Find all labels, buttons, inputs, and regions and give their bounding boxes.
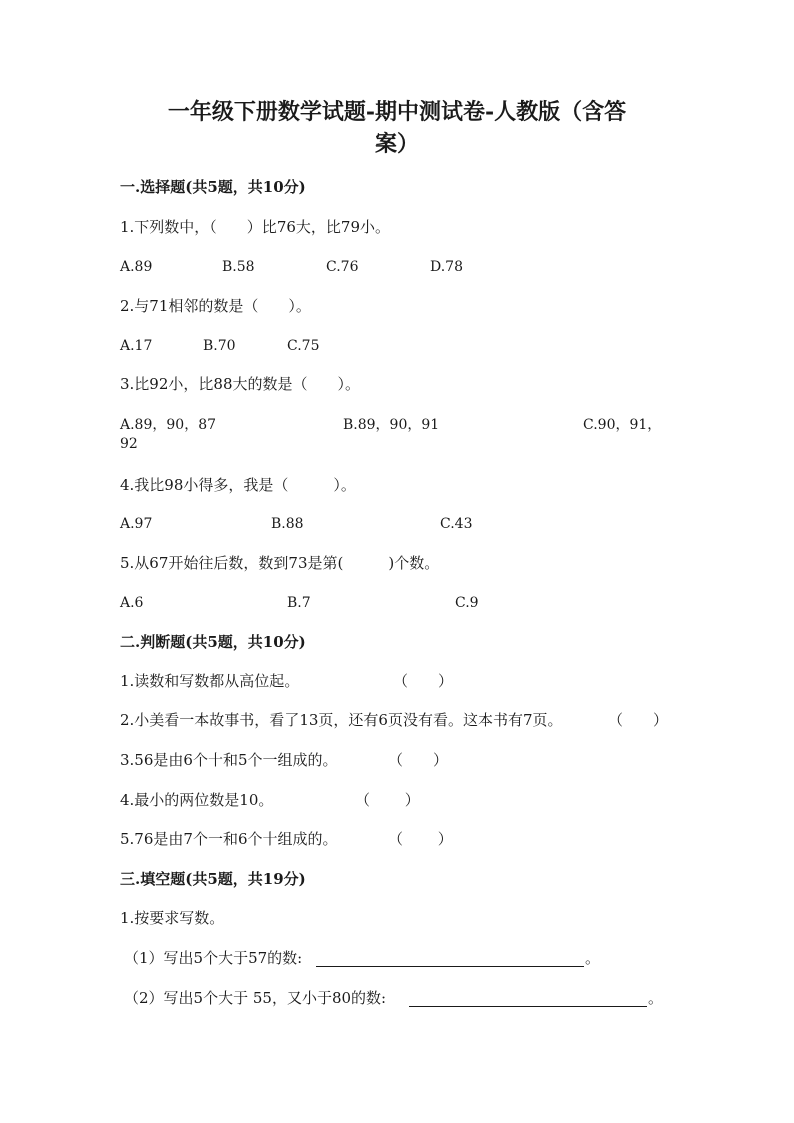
q4-option-a: A.97 [120,516,153,532]
q4-option-b: B.88 [271,516,304,532]
q3-option-b: B.89，90，91 [343,417,440,433]
q5-option-b: B.7 [287,595,311,611]
judge-3-paren: （ ） [388,751,449,769]
section-heading-fill: 三.填空题(共5题，共19分) [120,870,306,888]
q2-option-a: A.17 [120,338,153,354]
exam-title-line1: 一年级下册数学试题-期中测试卷-人教版（含答 [167,99,627,125]
judge-2-paren: （ ） [608,711,669,729]
q1-option-c: C.76 [326,259,359,275]
q2-option-b: B.70 [203,338,236,354]
q5-option-a: A.6 [120,595,144,611]
section-heading-choice: 一.选择题(共5题，共10分) [120,178,306,196]
question-5-stem: 5.从67开始往后数，数到73是第( )个数。 [120,554,440,572]
q5-option-c: C.9 [455,595,479,611]
section-heading-judge: 二.判断题(共5题，共10分) [120,633,306,651]
question-3-stem: 3.比92小，比88大的数是（ ）。 [120,375,360,393]
judge-5-text: 5.76是由7个一和6个十组成的。 [120,830,338,848]
q2-option-c: C.75 [287,338,320,354]
question-2-stem: 2.与71相邻的数是（ ）。 [120,297,311,315]
q1-option-d: D.78 [430,259,463,275]
exam-title-line2: 案） [374,131,419,157]
fill-sub-1-text: （1）写出5个大于57的数: [124,949,303,967]
judge-1-text: 1.读数和写数都从高位起。 [120,672,300,690]
fill-sub-2-answer-line[interactable] [409,988,647,1007]
fill-sub-2-text: （2）写出5个大于 55，又小于80的数: [124,989,387,1007]
q3-option-c-wrap: 92 [120,436,138,452]
q1-option-b: B.58 [222,259,255,275]
fill-sub-2-end: 。 [648,989,664,1007]
judge-5-paren: （ ） [388,830,453,848]
q3-option-a: A.89，90，87 [120,417,217,433]
q1-option-a: A.89 [120,259,153,275]
fill-question-1: 1.按要求写数。 [120,909,225,927]
q4-option-c: C.43 [440,516,473,532]
q3-option-c: C.90，91， [583,417,662,433]
judge-2-text: 2.小美看一本故事书，看了13页，还有6页没有看。这本书有7页。 [120,711,563,729]
judge-1-paren: （ ） [393,672,454,690]
question-1-stem: 1.下列数中，（ ）比76大，比79小。 [120,218,390,236]
fill-sub-1-answer-line[interactable] [316,948,584,967]
exam-title [120,96,674,160]
judge-3-text: 3.56是由6个十和5个一组成的。 [120,751,338,769]
question-4-stem: 4.我比98小得多，我是（ ）。 [120,476,356,494]
fill-sub-1-end: 。 [585,949,601,967]
judge-4-paren: （ ） [355,791,420,809]
judge-4-text: 4.最小的两位数是10。 [120,791,274,809]
